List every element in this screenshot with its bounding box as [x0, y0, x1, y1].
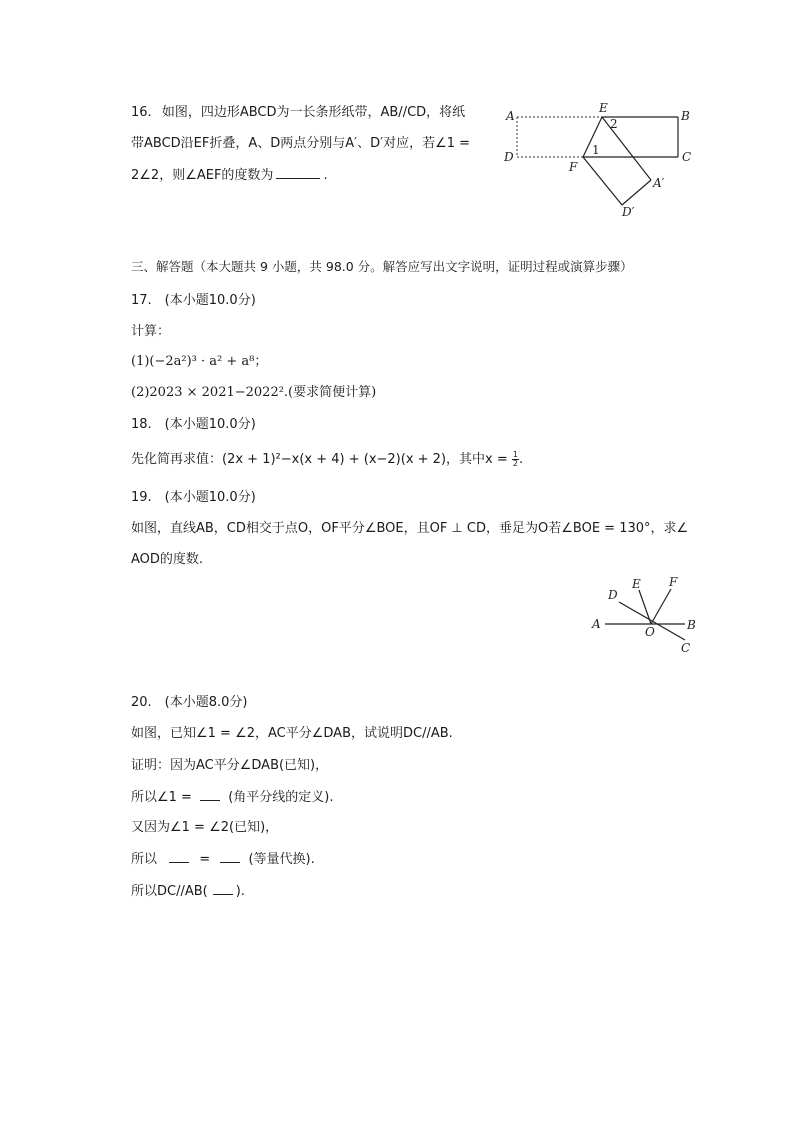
ray-OE: [639, 590, 651, 624]
q19-text-2: AOD的度数.: [131, 552, 204, 567]
q17-part-2: (2)2023 × 2021−2022².(要求简便计算): [131, 385, 377, 400]
q18-problem: [131, 451, 523, 469]
q16-line-1: [131, 104, 465, 122]
q17-header: 17. (本小题10.0分): [131, 293, 256, 308]
q20-blank-1: [200, 788, 220, 801]
q19-header: 19. (本小题10.0分): [131, 490, 256, 505]
label-O: O: [645, 625, 655, 639]
label-F: F: [569, 160, 578, 174]
label-C: C: [681, 641, 691, 655]
label-D: D: [504, 150, 514, 164]
q18-header: 18. (本小题10.0分): [131, 417, 256, 432]
q20-blank-2: [169, 850, 189, 863]
edge-A-prime-D-prime: [622, 180, 651, 205]
q16-number: 16.: [131, 105, 152, 120]
label-A-prime: A′: [653, 176, 665, 190]
q16-text-2: 带ABCD沿EF折叠，A、D两点分别与A′、D′对应，若∠1 =: [131, 136, 471, 151]
q16-fold-figure: [498, 100, 700, 222]
q20-text-5c: (等量代换).: [248, 852, 315, 867]
q17-intro: 计算：: [131, 324, 171, 339]
q20-text-6a: 所以DC//AB(: [131, 884, 208, 899]
q20-text-4: 又因为∠1 = ∠2(已知)，: [131, 820, 279, 835]
label-D: D: [608, 588, 618, 602]
label-C: C: [682, 150, 692, 164]
edge-FD-prime: [583, 157, 622, 205]
q20-text-6b: ).: [235, 884, 245, 899]
q18-expression: 先化简再求值：(2x + 1)²−x(x + 4) + (x−2)(x + 2)，其中x =: [131, 452, 508, 467]
ray-OF: [651, 589, 671, 624]
angle-label-2: 2: [610, 117, 618, 131]
q20-text-1: 如图，已知∠1 = ∠2，AC平分∠DAB，试说明DC//AB.: [131, 726, 453, 741]
q20-line-6: [131, 882, 245, 901]
q17-part-1: (1)(−2a²)³ · a² + a⁸；: [131, 354, 268, 369]
q20-blank-3: [220, 850, 240, 863]
label-A: A: [592, 617, 601, 631]
q16-text-1: 如图，四边形ABCD为一长条形纸带，AB//CD，将纸: [161, 105, 466, 120]
q20-text-3b: (角平分线的定义).: [228, 790, 334, 805]
q20-line-5: [131, 850, 315, 869]
label-F: F: [669, 575, 678, 589]
q16-period: .: [323, 168, 328, 183]
q19-text-1: 如图，直线AB，CD相交于点O，OF平分∠BOE，且OF ⊥ CD，垂足为O若∠BOE = 130°，求∠: [131, 521, 689, 536]
q19-lines-figure: [585, 572, 700, 658]
q18-frac-den: 2: [512, 459, 518, 468]
q20-line-3: [131, 788, 334, 807]
q16-answer-blank: [276, 166, 320, 179]
q20-text-3a: 所以∠1 =: [131, 790, 192, 805]
q20-blank-4: [213, 882, 233, 895]
q20-text-2: 证明：因为AC平分∠DAB(已知)，: [131, 758, 329, 773]
label-A: A: [506, 109, 515, 123]
label-B: B: [687, 618, 696, 632]
q18-frac-num: 1: [512, 450, 518, 459]
q20-equals: =: [199, 852, 211, 867]
label-E: E: [599, 101, 608, 115]
q16-line-3: [131, 166, 328, 185]
label-B: B: [681, 109, 690, 123]
q18-period: .: [518, 452, 524, 467]
q20-header: 20. (本小题8.0分): [131, 695, 248, 710]
q20-text-5a: 所以: [131, 852, 158, 867]
q16-text-3: 2∠2，则∠AEF的度数为: [131, 168, 274, 183]
label-E: E: [632, 577, 641, 591]
angle-label-1: 1: [592, 143, 600, 157]
label-D-prime: D′: [622, 205, 635, 219]
q18-fraction: [512, 451, 519, 468]
section-3-title: 三、解答题（本大题共 9 小题，共 98.0 分。解答应写出文字说明，证明过程或演算步骤）: [131, 259, 633, 274]
